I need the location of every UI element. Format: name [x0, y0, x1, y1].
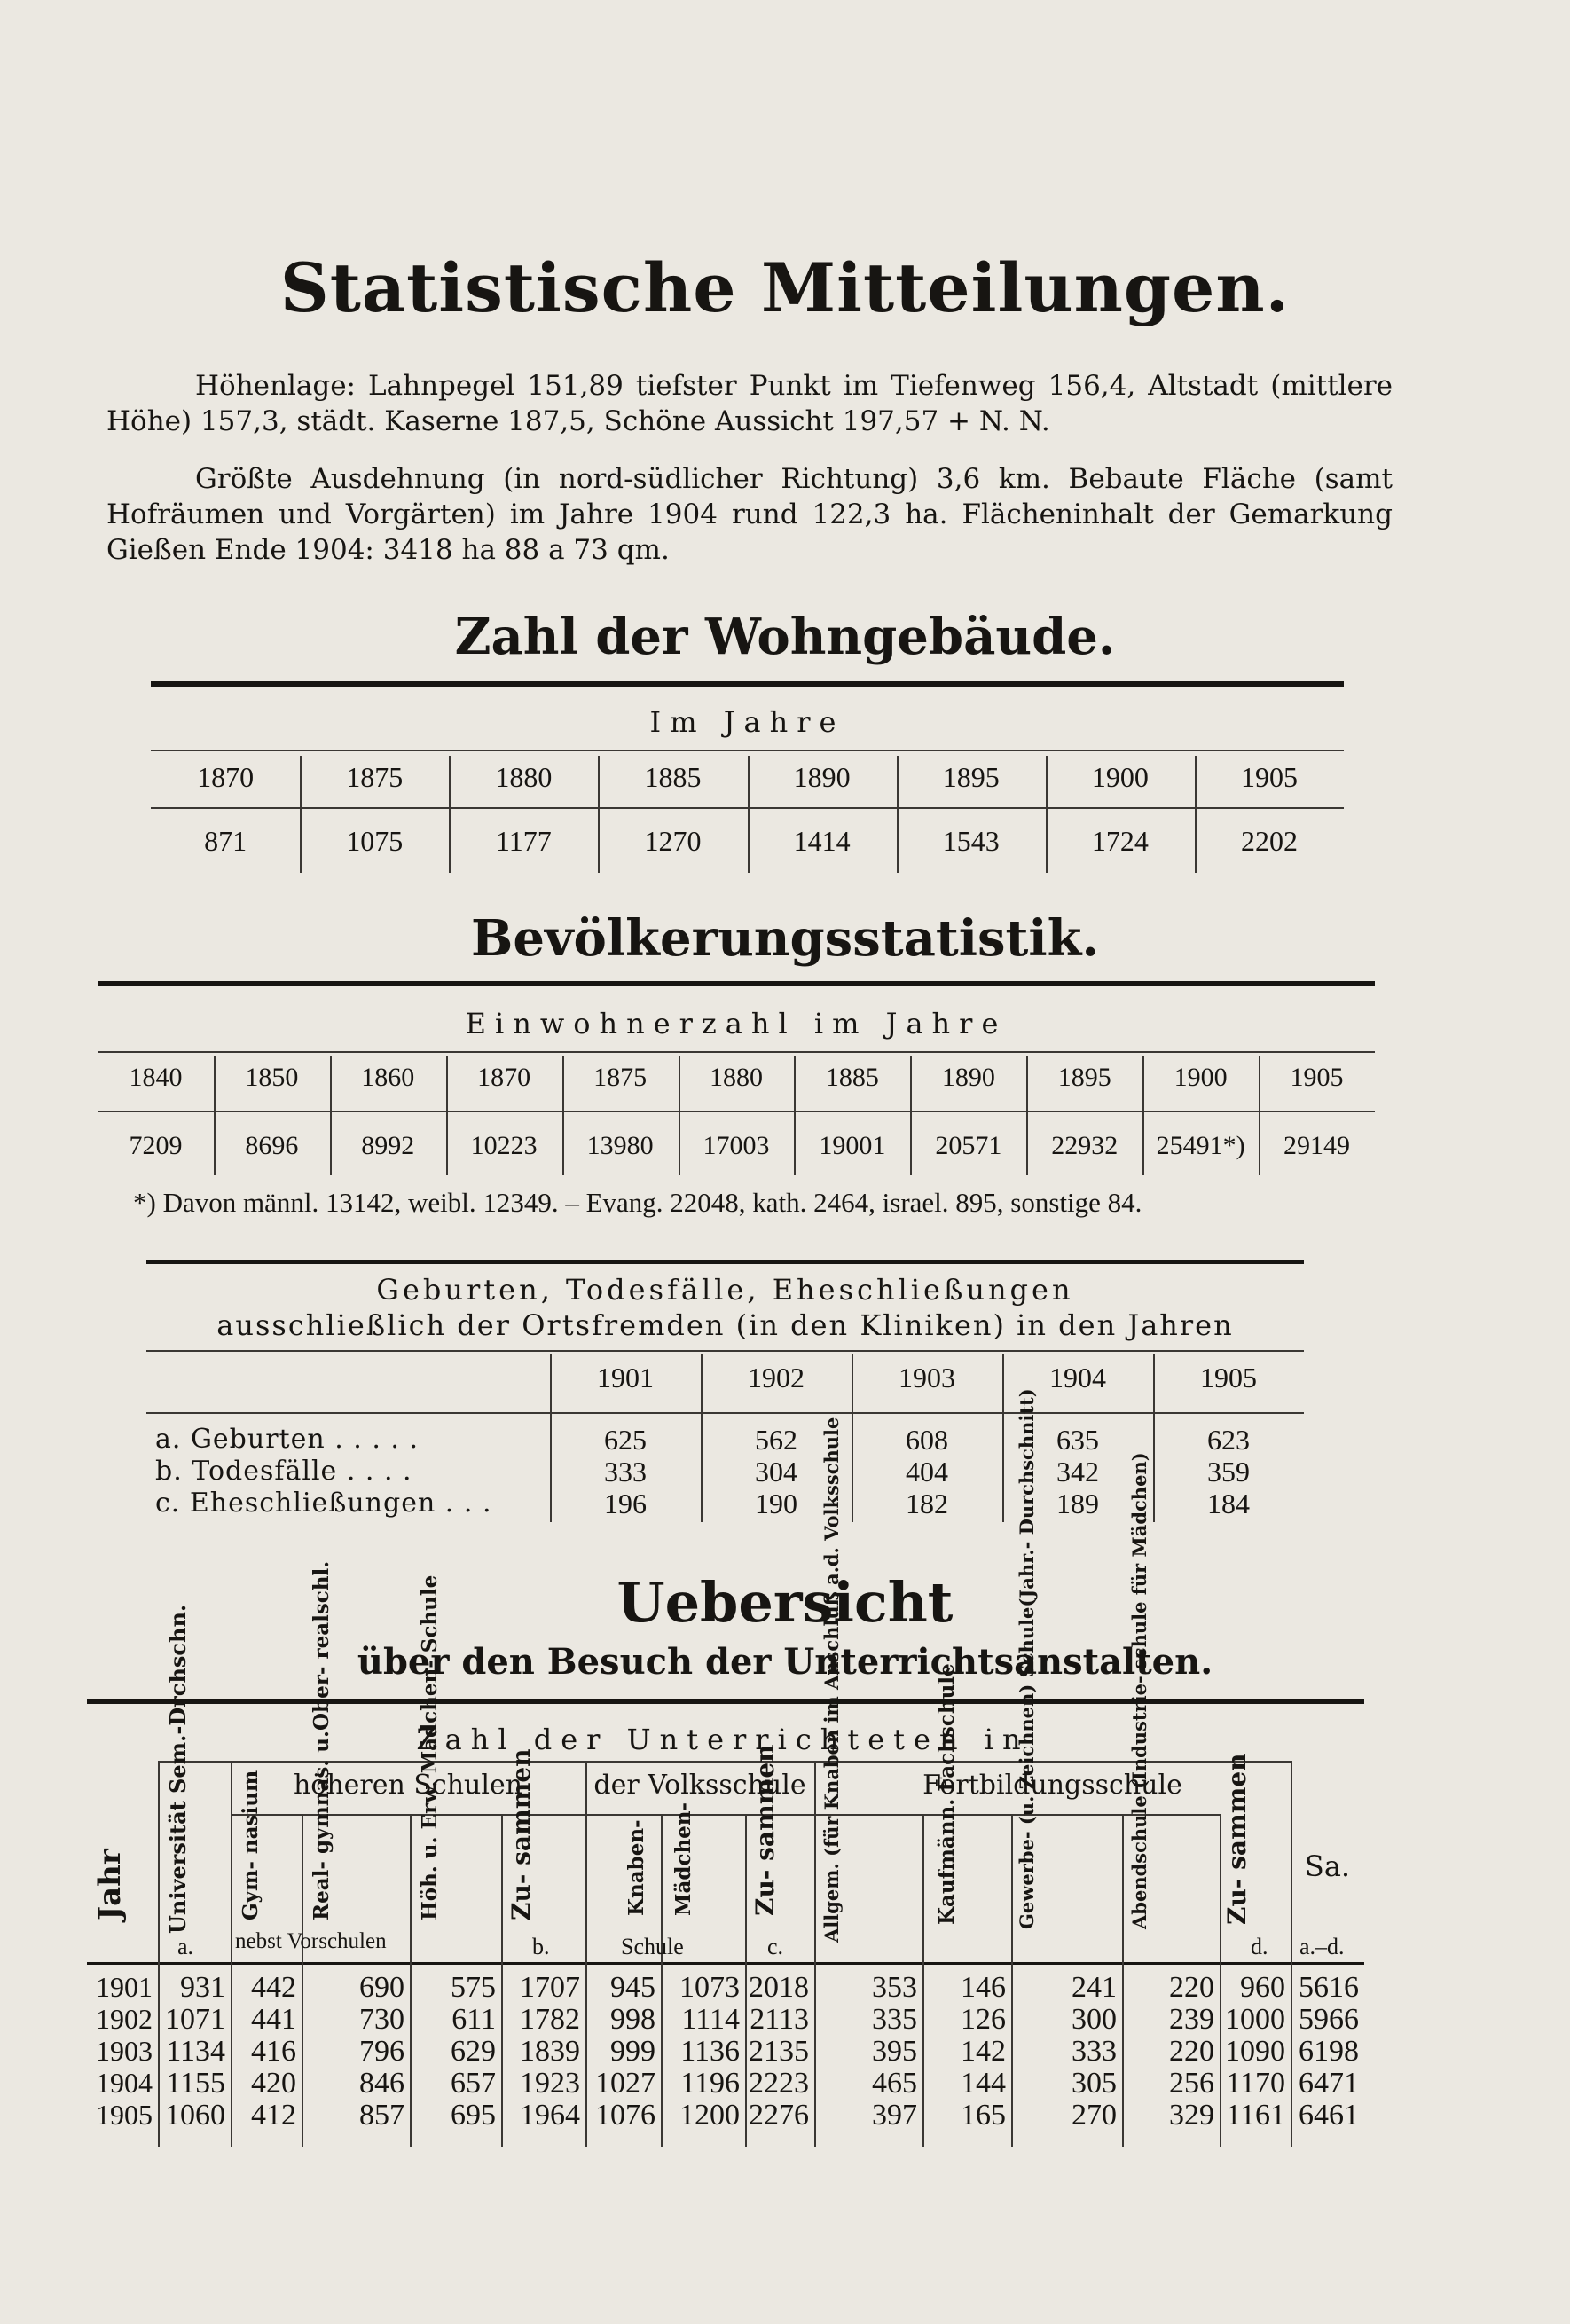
vital-value-cell: 184: [1207, 1488, 1250, 1519]
schools-group-hoeher: höheren Schulen: [293, 1770, 523, 1801]
vital-row-label: c. Eheschließungen . . .: [155, 1488, 492, 1519]
schools-value-cell: 1923: [520, 2067, 580, 2100]
population-year-cell: 1870: [477, 1063, 531, 1092]
schools-header: Zahl der Unterrichteten in: [416, 1723, 1030, 1756]
schools-column-header: Zu- sammen: [750, 1744, 780, 1916]
schools-letter-a: a.: [177, 1934, 194, 1959]
intro-extent-paragraph: Größte Ausdehnung (in nord-südlicher Richtung) 3,6 km. Bebaute Fläche (samt Hofräumen und Vorgärten) im Jahre 1904 rund 122,3 ha. Flächeninhalt der Gemarkung Gießen Ende 1904: 3418 ha 88 a 73 qm.: [106, 463, 1393, 566]
schools-column-header: Zu- sammen: [1222, 1753, 1252, 1925]
housing-value-cell: 1414: [793, 825, 851, 857]
population-year-cell: 1875: [593, 1063, 648, 1092]
schools-value-cell: 575: [451, 1971, 496, 2004]
population-value-cell: 17003: [703, 1131, 770, 1160]
schools-value-cell: 695: [451, 2099, 496, 2132]
schools-value-cell: 239: [1169, 2003, 1214, 2036]
population-col-divider: [910, 1056, 912, 1175]
schools-value-cell: 1839: [520, 2035, 580, 2068]
schools-value-cell: 6471: [1299, 2067, 1359, 2100]
vital-row-label: b. Todesfälle . . . .: [155, 1456, 412, 1487]
population-col-divider: [214, 1056, 216, 1175]
schools-value-cell: 5966: [1299, 2003, 1359, 2036]
population-col-divider: [330, 1056, 332, 1175]
housing-value-cell: 1270: [644, 825, 702, 857]
schools-group-fort: Fortbildungsschule: [922, 1770, 1182, 1801]
population-year-cell: 1885: [825, 1063, 879, 1092]
population-col-divider: [446, 1056, 448, 1175]
population-col-divider: [794, 1056, 796, 1175]
housing-header: Im Jahre: [649, 705, 845, 739]
population-year-cell: 1860: [361, 1063, 415, 1092]
population-col-divider: [1026, 1056, 1028, 1175]
schools-value-cell: 1903: [96, 2035, 153, 2067]
housing-col-divider: [300, 756, 302, 873]
housing-year-cell: 1875: [346, 761, 404, 793]
vital-value-cell: 189: [1056, 1488, 1099, 1519]
schools-value-cell: 1027: [595, 2067, 655, 2100]
schools-value-cell: 1904: [96, 2067, 153, 2099]
schools-value-cell: 300: [1072, 2003, 1117, 2036]
schools-value-cell: 1902: [96, 2003, 153, 2035]
housing-col-divider: [1195, 756, 1197, 873]
schools-value-cell: 353: [872, 1971, 917, 2004]
population-value-cell: 13980: [586, 1131, 654, 1160]
schools-column-header: Mädchen-: [671, 1802, 695, 1916]
schools-value-cell: 945: [610, 1971, 655, 2004]
housing-year-cell: 1870: [197, 761, 255, 793]
housing-value-cell: 1075: [346, 825, 404, 857]
schools-value-cell: 412: [251, 2099, 296, 2132]
schools-value-cell: 416: [251, 2035, 296, 2068]
schools-column-header: Abendschule (Industrie- schule für Mädchen): [1128, 1452, 1150, 1929]
schools-value-cell: 335: [872, 2003, 917, 2036]
schools-column-header: Knaben-: [624, 1819, 648, 1916]
housing-title: Zahl der Wohngebäude.: [454, 608, 1116, 666]
population-col-divider: [1142, 1056, 1144, 1175]
housing-value-cell: 1177: [495, 825, 552, 857]
schools-value-cell: 146: [961, 1971, 1006, 2004]
schools-value-cell: 256: [1169, 2067, 1214, 2100]
population-value-cell: 7209: [129, 1131, 183, 1160]
population-col-divider: [562, 1056, 564, 1175]
housing-year-cell: 1890: [793, 761, 851, 793]
population-year-cell: 1905: [1290, 1063, 1344, 1092]
schools-value-cell: 796: [359, 2035, 404, 2068]
schools-value-cell: 329: [1169, 2099, 1214, 2132]
vital-value-cell: 342: [1056, 1456, 1099, 1488]
vital-value-cell: 635: [1056, 1424, 1099, 1456]
schools-group-volk: der Volksschule: [593, 1770, 806, 1801]
population-year-cell: 1890: [941, 1063, 995, 1092]
schools-value-cell: 611: [451, 2003, 496, 2036]
housing-value-cell: 2202: [1240, 825, 1298, 857]
schools-value-cell: 441: [251, 2003, 296, 2036]
vital-value-cell: 190: [755, 1488, 797, 1519]
schools-value-cell: 6198: [1299, 2035, 1359, 2068]
schools-value-cell: 857: [359, 2099, 404, 2132]
population-row-rule: [98, 1111, 1375, 1112]
population-header: Einwohnerzahl im Jahre: [465, 1007, 1008, 1040]
population-title: Bevölkerungsstatistik.: [471, 909, 1099, 968]
schools-value-cell: 1090: [1225, 2035, 1285, 2068]
vital-header-rule: [146, 1350, 1304, 1352]
vital-year-cell: 1903: [899, 1362, 955, 1394]
population-year-cell: 1840: [129, 1063, 183, 1092]
page-title: Statistische Mitteilungen.: [279, 248, 1291, 327]
schools-value-cell: 220: [1169, 2035, 1214, 2068]
vital-year-cell: 1901: [597, 1362, 654, 1394]
schools-value-cell: 165: [961, 2099, 1006, 2132]
schools-letter-b: b.: [532, 1934, 550, 1959]
schools-column-header: Gewerbe- (u. Zeichnen) Schule(Jahr.- Durchschnitt): [1016, 1388, 1038, 1929]
population-year-cell: 1895: [1057, 1063, 1111, 1092]
vital-row-rule: [146, 1412, 1304, 1414]
schools-value-cell: 1170: [1226, 2067, 1285, 2100]
schools-value-cell: 442: [251, 1971, 296, 2004]
schools-top-rule: [87, 1699, 1364, 1704]
schools-value-cell: 931: [180, 1971, 225, 2004]
housing-value-cell: 1543: [942, 825, 1000, 857]
housing-col-divider: [748, 756, 750, 873]
schools-value-cell: 142: [961, 2035, 1006, 2068]
vital-header-line1: Geburten, Todesfälle, Eheschließungen: [376, 1273, 1074, 1307]
schools-value-cell: 1073: [679, 1971, 740, 2004]
housing-year-cell: 1905: [1240, 761, 1298, 793]
vital-year-cell: 1905: [1200, 1362, 1257, 1394]
schools-value-cell: 1200: [679, 2099, 740, 2132]
schools-value-cell: 144: [961, 2067, 1006, 2100]
vital-row-label: a. Geburten . . . . .: [155, 1424, 420, 1455]
population-value-cell: 22932: [1051, 1131, 1119, 1160]
schools-column-header: Gym- nasium: [239, 1770, 263, 1920]
schools-value-cell: 2276: [749, 2099, 809, 2132]
schools-column-header: Kaufmänn. Fachschule: [935, 1663, 959, 1925]
schools-value-cell: 1901: [96, 1971, 153, 2003]
schools-value-cell: 2135: [749, 2035, 809, 2068]
schools-value-cell: 1060: [165, 2099, 225, 2132]
schools-column-header: Allgem. (für Knaben im Anschluß a.d. Volksschule: [820, 1417, 843, 1943]
schools-value-cell: 270: [1072, 2099, 1117, 2132]
schools-letter-d: d.: [1251, 1934, 1268, 1959]
population-value-cell: 10223: [470, 1131, 538, 1160]
vital-header-line2: ausschließlich der Ortsfremden (in den Kliniken) in den Jahren: [216, 1308, 1234, 1342]
population-year-cell: 1900: [1174, 1063, 1228, 1092]
population-header-rule: [98, 1051, 1375, 1053]
housing-value-cell: 1724: [1091, 825, 1149, 857]
population-col-divider: [1259, 1056, 1260, 1175]
vital-value-cell: 333: [604, 1456, 647, 1488]
schools-value-cell: 2223: [749, 2067, 809, 2100]
housing-col-divider: [1046, 756, 1048, 873]
schools-column-header: Zu- sammen: [506, 1748, 536, 1920]
population-value-cell: 29149: [1283, 1131, 1351, 1160]
schools-value-cell: 1155: [166, 2067, 225, 2100]
population-year-cell: 1850: [245, 1063, 299, 1092]
population-value-cell: 8992: [361, 1131, 415, 1160]
population-value-cell: 19001: [819, 1131, 886, 1160]
population-year-cell: 1880: [709, 1063, 763, 1092]
housing-value-cell: 871: [204, 825, 247, 857]
housing-year-cell: 1885: [644, 761, 702, 793]
schools-value-cell: 657: [451, 2067, 496, 2100]
schools-letter-c: c.: [767, 1934, 784, 1959]
schools-value-cell: 999: [610, 2035, 655, 2068]
schools-value-cell: 6461: [1299, 2099, 1359, 2132]
housing-header-rule: [151, 750, 1344, 751]
schools-subtitle: über den Besuch der Unterrichtsanstalten.: [357, 1641, 1213, 1683]
schools-column-header: Höh. u. Erw. Mädchen- Schule: [418, 1574, 442, 1920]
vital-value-cell: 196: [604, 1488, 647, 1519]
schools-value-cell: 629: [451, 2035, 496, 2068]
schools-value-cell: 960: [1240, 1971, 1285, 2004]
vital-top-rule: [146, 1260, 1304, 1264]
schools-value-cell: 305: [1072, 2067, 1117, 2100]
schools-value-cell: 126: [961, 2003, 1006, 2036]
population-value-cell: 25491*): [1156, 1131, 1245, 1160]
schools-column-header: Universität Sem.-Drchschn.: [165, 1604, 191, 1934]
schools-value-cell: 1136: [680, 2035, 740, 2068]
schools-value-cell: 730: [359, 2003, 404, 2036]
schools-title: Uebersicht: [616, 1570, 954, 1635]
housing-row-rule: [151, 807, 1344, 809]
schools-value-cell: 333: [1072, 2035, 1117, 2068]
housing-year-cell: 1900: [1091, 761, 1149, 793]
population-top-rule: [98, 981, 1375, 986]
schools-value-cell: 1196: [680, 2067, 740, 2100]
schools-value-cell: 1707: [520, 1971, 580, 2004]
schools-value-cell: 420: [251, 2067, 296, 2100]
schools-value-cell: 998: [610, 2003, 655, 2036]
schools-value-cell: 846: [359, 2067, 404, 2100]
schools-value-cell: 465: [872, 2067, 917, 2100]
schools-value-cell: 1964: [520, 2099, 580, 2132]
vital-year-cell: 1904: [1049, 1362, 1106, 1394]
housing-top-rule: [151, 681, 1344, 687]
schools-value-cell: 220: [1169, 1971, 1214, 2004]
schools-value-cell: 397: [872, 2099, 917, 2132]
housing-col-divider: [449, 756, 451, 873]
schools-note-schule: Schule: [621, 1934, 684, 1959]
vital-value-cell: 404: [906, 1456, 948, 1488]
schools-value-cell: 2018: [749, 1971, 809, 2004]
schools-value-cell: 1000: [1225, 2003, 1285, 2036]
vital-year-cell: 1902: [748, 1362, 805, 1394]
schools-value-cell: 2113: [750, 2003, 809, 2036]
schools-letter-sa: a.–d.: [1299, 1934, 1345, 1959]
schools-value-cell: 1161: [1226, 2099, 1285, 2132]
schools-value-cell: 1782: [520, 2003, 580, 2036]
vital-value-cell: 304: [755, 1456, 797, 1488]
vital-value-cell: 623: [1207, 1424, 1250, 1456]
intro-height-paragraph: Höhenlage: Lahnpegel 151,89 tiefster Punkt im Tiefenweg 156,4, Altstadt (mittlere Höhe) 157,3, städt. Kaserne 187,5, Schöne Aussicht 197,57 + N. N.: [106, 370, 1393, 437]
vital-value-cell: 562: [755, 1424, 797, 1456]
vital-value-cell: 625: [604, 1424, 647, 1456]
schools-value-cell: 1071: [165, 2003, 225, 2036]
vital-value-cell: 608: [906, 1424, 948, 1456]
schools-value-cell: 1905: [96, 2099, 153, 2131]
housing-year-cell: 1895: [942, 761, 1000, 793]
schools-note-hoeher: nebst Vorschulen: [235, 1929, 387, 1953]
schools-col-sa: Sa.: [1304, 1849, 1351, 1883]
population-value-cell: 8696: [245, 1131, 299, 1160]
schools-head-bottom-rule: [87, 1962, 1364, 1965]
population-value-cell: 20571: [935, 1131, 1002, 1160]
schools-value-cell: 241: [1072, 1971, 1117, 2004]
schools-column-header: Real- gymnas. u.Ober- realschl.: [310, 1560, 334, 1920]
population-col-divider: [679, 1056, 680, 1175]
vital-value-cell: 359: [1207, 1456, 1250, 1488]
schools-column-header: Jahr: [92, 1849, 128, 1920]
vital-value-cell: 182: [906, 1488, 948, 1519]
population-footnote: *) Davon männl. 13142, weibl. 12349. – Evang. 22048, kath. 2464, israel. 895, sonstige 84.: [133, 1187, 1142, 1218]
housing-col-divider: [897, 756, 899, 873]
schools-group-rule: [231, 1814, 1220, 1816]
schools-value-cell: 1134: [166, 2035, 225, 2068]
schools-value-cell: 5616: [1299, 1971, 1359, 2004]
schools-value-cell: 690: [359, 1971, 404, 2004]
housing-year-cell: 1880: [495, 761, 553, 793]
schools-value-cell: 1114: [681, 2003, 740, 2036]
housing-col-divider: [598, 756, 600, 873]
schools-value-cell: 395: [872, 2035, 917, 2068]
schools-value-cell: 1076: [595, 2099, 655, 2132]
